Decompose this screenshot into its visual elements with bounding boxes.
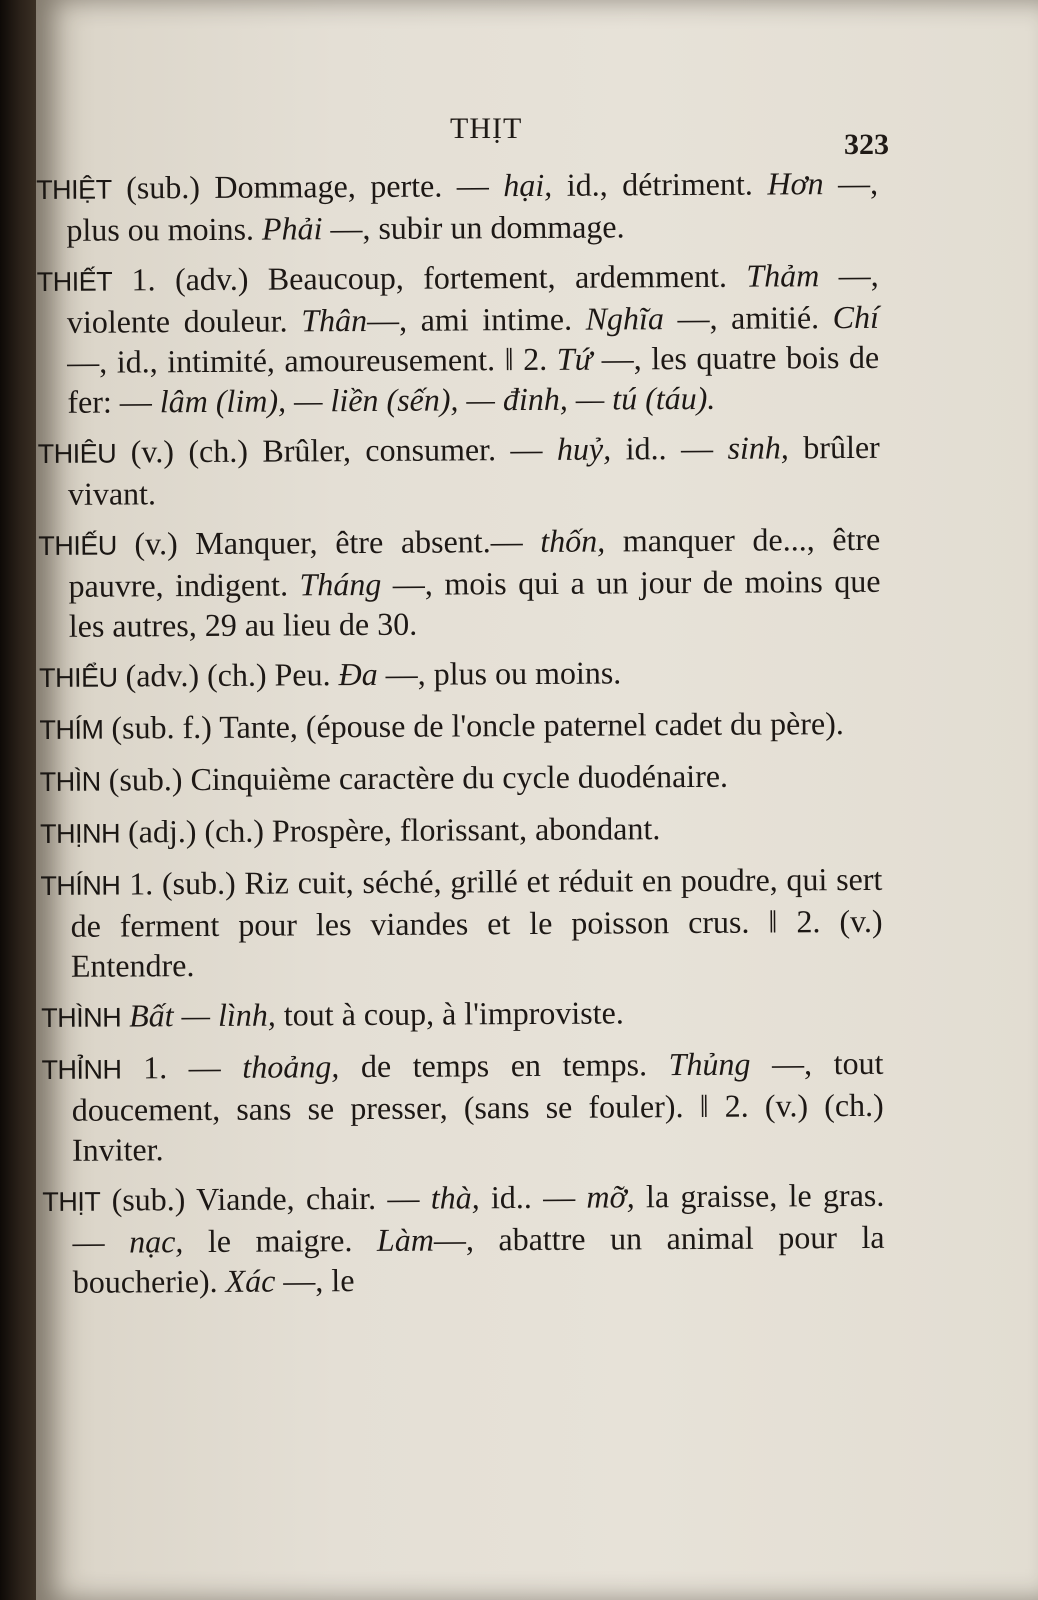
entry-text: 1. (sub.) Riz cuit, séché, grillé et réduit en poudre, qui sert de ferment pour les viandes et le poisson crus. ǁ 2. (v.) Entendre. bbox=[70, 860, 883, 984]
entry-italic-text: thốn, bbox=[540, 522, 606, 559]
entry-italic-text: thoảng, bbox=[242, 1048, 340, 1085]
entry-text: (v.) (ch.) Brûler, consumer. — bbox=[116, 430, 558, 470]
entry-text: (sub.) Dommage, perte. — bbox=[111, 167, 504, 206]
entry-text: —, ami intime. bbox=[366, 300, 586, 338]
entry-text: —, les quatre bois de fer: — bbox=[67, 338, 880, 420]
entry-italic-text: Phải bbox=[261, 210, 323, 247]
book-gutter bbox=[0, 0, 36, 1600]
entry-italic-text: Xác bbox=[225, 1262, 276, 1299]
entry-italic-text: lâm (lim), — liền (sến), — đinh, — tú (táu). bbox=[159, 379, 716, 420]
entry-headword: THÌNH bbox=[41, 1002, 122, 1033]
entry-italic-text: Thân bbox=[301, 301, 368, 339]
entry-text: —, le bbox=[275, 1262, 355, 1299]
entry-headword: THIỂU bbox=[39, 662, 118, 693]
dictionary-entry bbox=[39, 703, 881, 750]
entry-italic-text: huỷ, bbox=[556, 430, 612, 467]
entry-text: —, id., intimité, amoureusement. ǁ 2. bbox=[67, 340, 557, 380]
entry-italic-text: mỡ, bbox=[586, 1178, 635, 1215]
entry-text: (sub.) Cinquième caractère du cycle duodénaire. bbox=[100, 757, 729, 798]
entry-text: —, subir un dommage. bbox=[322, 208, 625, 247]
entry-headword: THỊNH bbox=[39, 818, 121, 849]
entry-text: —, plus ou moins. bbox=[377, 654, 622, 692]
entry-italic-text: Tháng bbox=[299, 565, 382, 603]
entry-text: de temps en temps. bbox=[339, 1046, 669, 1085]
dictionary-entry bbox=[37, 255, 880, 422]
entry-text: (adj.) (ch.) Prospère, florissant, abondant. bbox=[119, 810, 661, 850]
entry-italic-text: sinh, bbox=[727, 429, 789, 466]
entry-text: manquer de..., être pauvre, indigent. bbox=[68, 520, 881, 604]
entry-text: id., détriment. bbox=[552, 165, 768, 203]
entry-text: 1. (adv.) Beaucoup, fortement, ardemment. bbox=[112, 257, 747, 298]
entry-text: brûler vivant. bbox=[67, 428, 880, 512]
entry-text: la graisse, le gras. — bbox=[72, 1176, 885, 1260]
dictionary-entry bbox=[40, 755, 882, 802]
entry-headword: THỈNH bbox=[41, 1054, 122, 1085]
entry-text: —, violente douleur. bbox=[66, 256, 879, 340]
dictionary-entry bbox=[41, 991, 883, 1038]
entry-italic-text: Đa bbox=[338, 655, 378, 693]
dictionary-entry bbox=[39, 651, 881, 698]
entry-italic-text: Chí bbox=[832, 298, 880, 336]
entry-text: id.. — bbox=[479, 1178, 587, 1216]
entry-italic-text: Thủng bbox=[668, 1045, 751, 1083]
dictionary-entry bbox=[38, 519, 881, 646]
entry-headword: THIÊU bbox=[37, 438, 117, 469]
entry-text: (sub.) Viande, chair. — bbox=[100, 1179, 431, 1218]
dictionary-entry bbox=[36, 163, 878, 250]
entry-italic-text: Thảm bbox=[746, 257, 820, 294]
entry-headword: THIẾT bbox=[36, 266, 113, 297]
running-head: THỊT bbox=[450, 112, 523, 145]
entry-italic-text: thà, bbox=[430, 1179, 480, 1216]
entry-text: 1. — bbox=[121, 1048, 243, 1086]
entry-text: (v.) Manquer, être absent.— bbox=[116, 522, 541, 562]
page-header bbox=[36, 108, 1038, 161]
entry-headword: THIỆT bbox=[36, 174, 112, 205]
entry-italic-text: Hơn bbox=[767, 165, 824, 202]
entry-text: —, amitié. bbox=[663, 299, 833, 337]
dictionary-entry bbox=[41, 1043, 884, 1170]
entry-italic-text: nạc, bbox=[129, 1223, 184, 1260]
entry-text: id.. — bbox=[611, 429, 728, 467]
entry-italic-text: Làm bbox=[376, 1221, 434, 1258]
page-number: 323 bbox=[844, 128, 889, 161]
entry-headword: THỊT bbox=[42, 1186, 101, 1217]
dictionary-entry bbox=[40, 807, 882, 854]
dictionary-entries bbox=[36, 163, 885, 1312]
entry-text: tout à coup, à l'improviste. bbox=[275, 994, 624, 1033]
entry-italic-text: Tứ bbox=[556, 340, 593, 377]
entry-text bbox=[121, 997, 129, 1033]
entry-text: —, abattre un animal pour la boucherie). bbox=[72, 1218, 885, 1300]
entry-headword: THÍM bbox=[39, 714, 104, 745]
entry-text: —, tout doucement, sans se presser, (sans se fouler). ǁ 2. (v.) (ch.) Inviter. bbox=[71, 1044, 884, 1168]
entry-text: —, mois qui a un jour de moins que les autres, 29 au lieu de 30. bbox=[68, 562, 881, 644]
dictionary-entry bbox=[42, 1175, 885, 1302]
entry-italic-text: Bất — lình, bbox=[129, 996, 276, 1034]
entry-text: —, plus ou moins. bbox=[66, 164, 879, 248]
entry-headword: THÌN bbox=[39, 766, 101, 797]
dictionary-entry bbox=[38, 427, 880, 514]
entry-text: (sub. f.) Tante, (épouse de l'oncle paternel cadet du père). bbox=[103, 705, 844, 746]
entry-text: le maigre. bbox=[183, 1221, 378, 1260]
entry-text: (adv.) (ch.) Peu. bbox=[117, 656, 339, 694]
dictionary-entry bbox=[40, 859, 883, 986]
entry-headword: THIẾU bbox=[38, 530, 117, 561]
entry-italic-text: hại, bbox=[503, 166, 553, 204]
entry-headword: THÍNH bbox=[40, 870, 121, 901]
entry-italic-text: Nghĩa bbox=[585, 300, 664, 337]
